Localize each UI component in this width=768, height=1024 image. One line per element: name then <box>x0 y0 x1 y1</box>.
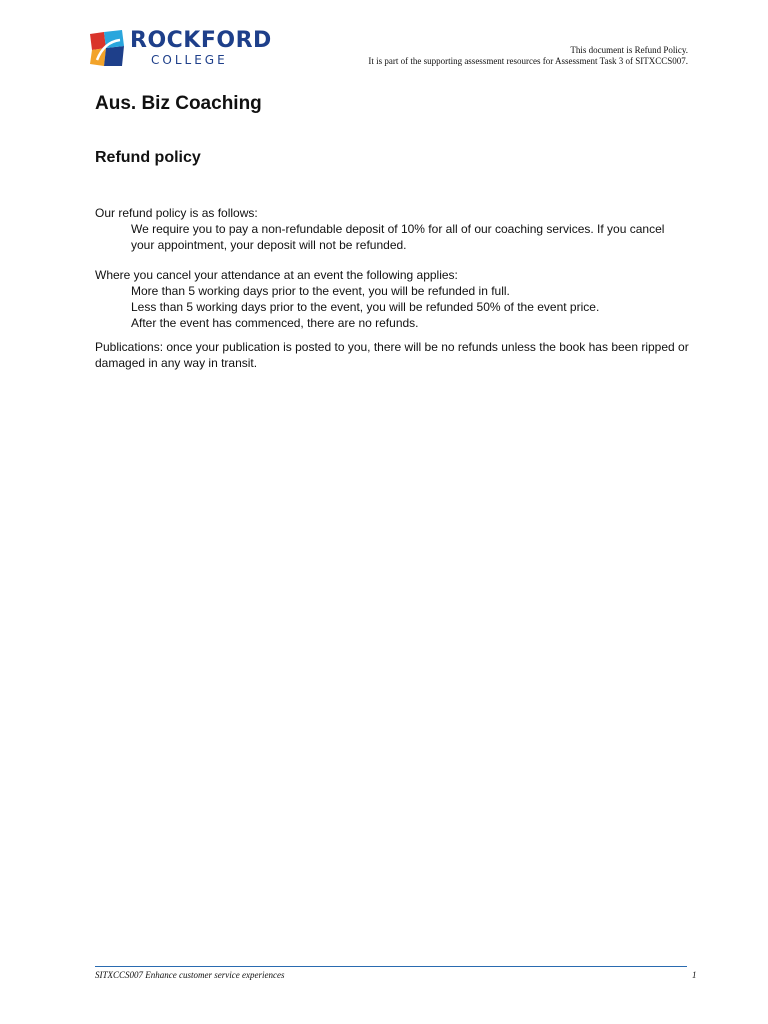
event-item-no-refund: After the event has commenced, there are no refunds. <box>131 316 419 330</box>
event-item-half-refund: Less than 5 working days prior to the event, you will be refunded 50% of the event price. <box>131 300 600 314</box>
logo-text-primary: ROCKFORD <box>130 28 272 53</box>
college-logo-icon <box>88 30 126 68</box>
intro-paragraph: Our refund policy is as follows: <box>95 206 258 220</box>
event-item-full-refund: More than 5 working days prior to the event, you will be refunded in full. <box>131 284 510 298</box>
event-intro-paragraph: Where you cancel your attendance at an event the following applies: <box>95 268 458 282</box>
header-note-line1: This document is Refund Policy. <box>570 45 688 55</box>
document-heading: Refund policy <box>95 149 201 166</box>
deposit-paragraph: We require you to pay a non-refundable deposit of 10% for all of our coaching services. If you cancel your appointment, your deposit will not be refunded. <box>131 222 665 252</box>
footer-divider <box>95 966 687 967</box>
footer-page-number: 1 <box>692 970 697 980</box>
logo-text-secondary: COLLEGE <box>151 53 228 67</box>
header-note <box>368 45 688 67</box>
policy-content <box>95 205 695 371</box>
footer-course-title: SITXCCS007 Enhance customer service experiences <box>95 970 285 980</box>
organisation-title: Aus. Biz Coaching <box>95 93 262 114</box>
header-note-line2: It is part of the supporting assessment resources for Assessment Task 3 of SITXCCS007. <box>368 56 688 66</box>
publications-paragraph: Publications: once your publication is posted to you, there will be no refunds unless the book has been ripped or damaged in any way in transit. <box>95 340 689 370</box>
rockford-college-logo <box>88 28 272 72</box>
